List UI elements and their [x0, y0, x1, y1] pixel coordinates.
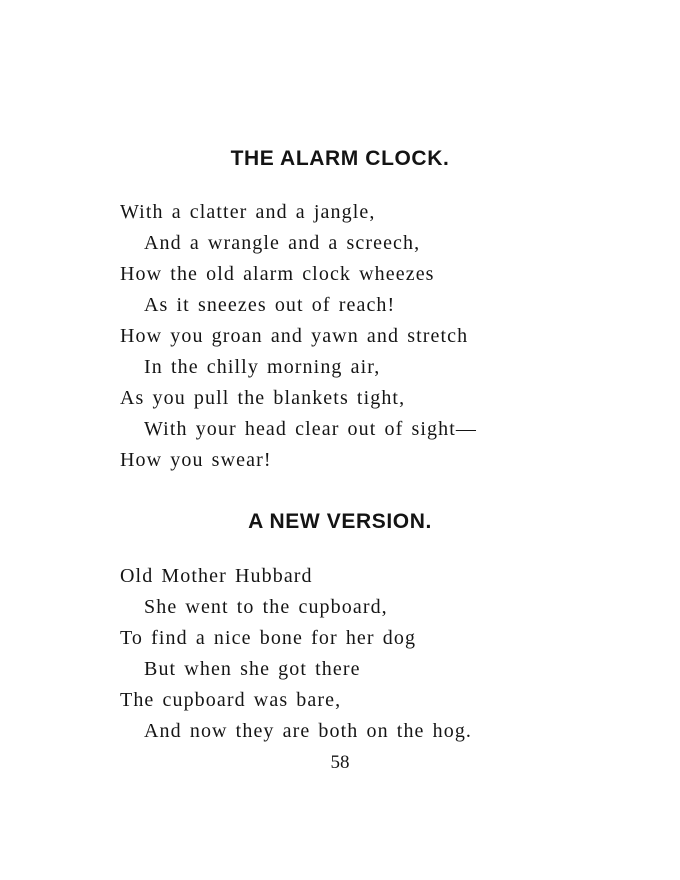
poem-line: The cupboard was bare,	[120, 689, 342, 711]
poem-line: How the old alarm clock wheezes	[120, 263, 435, 285]
poem-line: In the chilly morning air,	[144, 356, 381, 378]
poem-alarm-clock	[120, 197, 590, 476]
poem-title-new-version: A NEW VERSION.	[248, 510, 432, 533]
poem-line: How you groan and yawn and stretch	[120, 325, 469, 347]
poem-line: With a clatter and a jangle,	[120, 201, 376, 223]
poem-line: With your head clear out of sight—	[144, 418, 477, 440]
page-number: 58	[330, 752, 350, 773]
poem-line: She went to the cupboard,	[144, 596, 388, 618]
poem-line: And now they are both on the hog.	[144, 720, 473, 742]
poem-line: How you swear!	[120, 449, 272, 471]
poem-line: As it sneezes out of reach!	[144, 294, 396, 316]
poem-line: But when she got there	[144, 658, 361, 680]
poem-line: Old Mother Hubbard	[120, 565, 313, 587]
poem-line: And a wrangle and a screech,	[144, 232, 421, 254]
poem-title-alarm-clock: THE ALARM CLOCK.	[230, 147, 450, 170]
poem-new-version	[120, 561, 590, 747]
poem-line: As you pull the blankets tight,	[120, 387, 406, 409]
poem-line: To find a nice bone for her dog	[120, 627, 417, 649]
